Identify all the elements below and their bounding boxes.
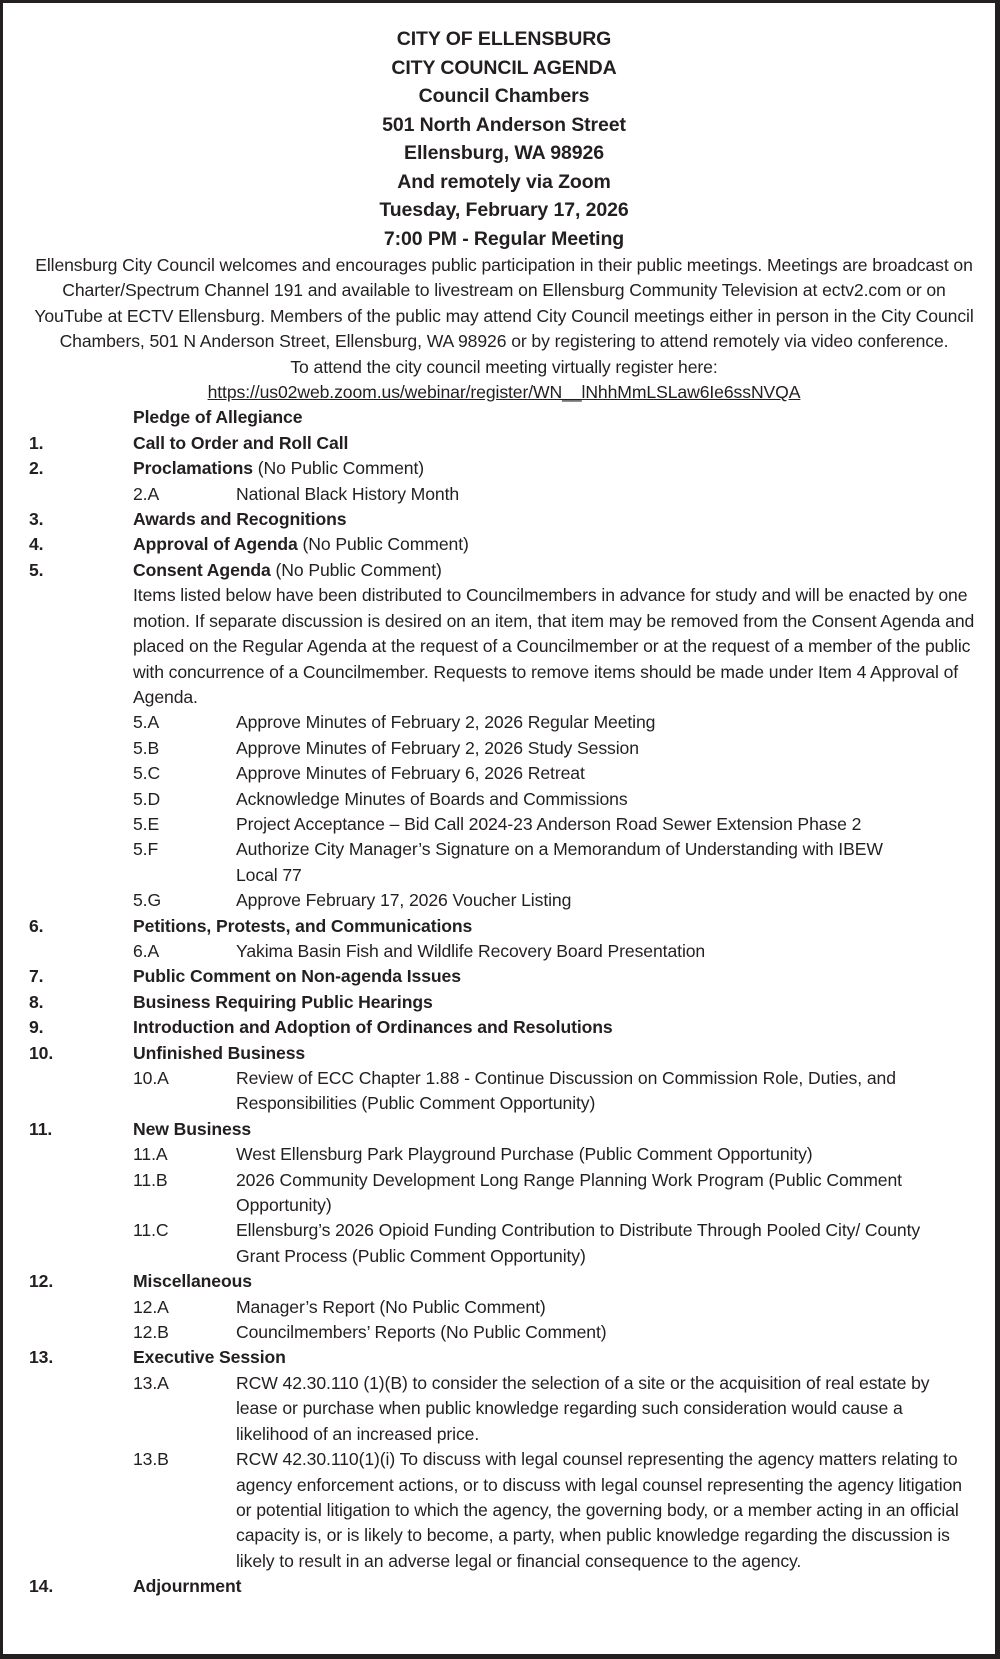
sub-item-code: 13.B (133, 1449, 169, 1470)
item-title: Consent Agenda (133, 559, 271, 580)
agenda-item-5 (29, 558, 979, 583)
agenda-item-2 (29, 456, 979, 481)
agenda-item-4 (29, 532, 979, 557)
public-participation-paragraph: Ellensburg City Council welcomes and encourages public participation in their public meetings. Meetings are broadcast on Charter/Spectrum Channel 191 and available to livestream on Ellensburg Community Television at ectv2.com or on YouTube at ECTV Ellensburg. Members of the public may attend City Council meetings either in person in the City Council Chambers, 501 N Anderson Street, Ellensburg, WA 98926 or by registering to attend remotely via video conference. (34, 255, 974, 352)
item-title: New Business (133, 1118, 252, 1139)
sub-item-5a (133, 710, 979, 735)
sub-item-code: 11.C (133, 1220, 169, 1241)
agenda-item-7 (29, 964, 979, 989)
sub-item-11b (133, 1168, 979, 1219)
item-note: (No Public Comment) (270, 559, 442, 580)
sub-item-text: RCW 42.30.110 (1)(B) to consider the selection of a site or the acquisition of real estate by lease or purchase when public knowledge regarding such consideration would cause a likelihood of an increased price. (236, 1372, 930, 1444)
item-title: Proclamations (133, 458, 253, 479)
agenda-item-8 (29, 990, 979, 1015)
sub-item-code: 2.A (133, 483, 160, 504)
sub-item-6a (133, 939, 979, 964)
agenda-item-3 (29, 507, 979, 532)
sub-item-text: Authorize City Manager’s Signature on a Memorandum of Understanding with IBEW Local 77 (236, 839, 883, 885)
agenda-item-9 (29, 1015, 979, 1040)
zoom-register-link[interactable]: https://us02web.zoom.us/webinar/register/WN__lNhhMmLSLaw6Ie6ssNVQA (207, 382, 801, 403)
item-number: 4. (29, 534, 44, 555)
document-title: CITY COUNCIL AGENDA (391, 56, 617, 79)
sub-item-text: West Ellensburg Park Playground Purchase (Public Comment Opportunity) (236, 1144, 813, 1165)
agenda-document (29, 23, 979, 1600)
item-number: 8. (29, 991, 44, 1012)
sub-item-text: RCW 42.30.110(1)(i) To discuss with legal counsel representing the agency matters relating to agency enforcement actions, or to discuss with legal counsel representing the agency litigation or potential litigation to which the agency, the governing body, or a member acting in an official capacity is, or is likely to become, a party, when public knowledge regarding the discussion is likely to result in an adverse legal or financial consequence to the agency. (236, 1449, 962, 1571)
item-number: 5. (29, 559, 44, 580)
agenda-item-11 (29, 1117, 979, 1142)
agenda-header (29, 25, 979, 253)
sub-item-text: Acknowledge Minutes of Boards and Commissions (236, 788, 628, 809)
sub-item-text: 2026 Community Development Long Range Planning Work Program (Public Comment Opportunity) (236, 1169, 902, 1216)
agenda-item-14 (29, 1574, 979, 1599)
item-title: Public Comment on Non-agenda Issues (133, 966, 461, 987)
sub-item-code: 11.A (133, 1144, 168, 1165)
item-title: Call to Order and Roll Call (133, 432, 349, 453)
sub-item-12a (133, 1295, 979, 1320)
item-number: 10. (29, 1042, 54, 1063)
pledge-title: Pledge of Allegiance (133, 407, 303, 428)
sub-item-text: Yakima Basin Fish and Wildlife Recovery Board Presentation (236, 940, 706, 961)
sub-item-code: 5.B (133, 737, 160, 758)
register-prompt: To attend the city council meeting virtually register here: (290, 356, 718, 377)
sub-item-10a (133, 1066, 979, 1117)
remote-note: And remotely via Zoom (397, 170, 611, 193)
sub-item-text: Manager’s Report (No Public Comment) (236, 1296, 546, 1317)
sub-item-text: National Black History Month (236, 483, 460, 504)
agenda-item-pledge (29, 405, 979, 430)
agenda-item-1 (29, 431, 979, 456)
sub-item-13b (133, 1447, 979, 1574)
item-number: 6. (29, 915, 44, 936)
sub-item-text: Councilmembers’ Reports (No Public Comment) (236, 1322, 607, 1343)
sub-item-5e (133, 812, 979, 837)
sub-item-code: 13.A (133, 1372, 169, 1393)
sub-item-code: 12.A (133, 1296, 169, 1317)
sub-item-code: 5.G (133, 890, 162, 911)
item-title: Business Requiring Public Hearings (133, 991, 433, 1012)
sub-item-text: Review of ECC Chapter 1.88 - Continue Discussion on Commission Role, Duties, and Responsibilities (Public Comment Opportunity) (236, 1068, 896, 1114)
item-number: 11. (29, 1118, 53, 1139)
item-title: Awards and Recognitions (133, 509, 347, 530)
meeting-time-type: 7:00 PM - Regular Meeting (383, 227, 625, 250)
street-address: 501 North Anderson Street (382, 113, 626, 136)
consent-agenda-explanation: Items listed below have been distributed to Councilmembers in advance for study and will be enacted by one motion. If separate discussion is desired on an item, that item may be removed from the Consent Agenda and placed on the Regular Agenda at the request of a Councilmember or at the request of a member of the public with concurrence of a Councilmember. Requests to remove items should be made under Item 4 Approval of Agenda. (133, 585, 975, 707)
item-note: (No Public Comment) (252, 458, 425, 479)
city-name: CITY OF ELLENSBURG (396, 28, 612, 50)
agenda-item-10 (29, 1041, 979, 1066)
item-number: 13. (29, 1347, 54, 1368)
sub-item-text: Approve Minutes of February 6, 2026 Retreat (236, 763, 585, 784)
agenda-item-6 (29, 914, 979, 939)
sub-item-5f (133, 837, 979, 888)
sub-item-text: Approve February 17, 2026 Voucher Listing (236, 890, 572, 911)
sub-item-11a (133, 1142, 979, 1167)
item-number: 9. (29, 1017, 44, 1038)
sub-item-11c (133, 1218, 979, 1269)
item-number: 3. (29, 509, 44, 530)
sub-item-code: 6.A (133, 940, 160, 961)
agenda-item-13 (29, 1345, 979, 1370)
sub-item-text: Project Acceptance – Bid Call 2024-23 Anderson Road Sewer Extension Phase 2 (236, 813, 862, 834)
sub-item-code: 10.A (133, 1068, 169, 1088)
item-number: 7. (29, 966, 44, 987)
venue: Council Chambers (418, 85, 590, 107)
item-number: 1. (29, 432, 44, 453)
sub-item-code: 5.A (133, 712, 160, 733)
city-state-zip: Ellensburg, WA 98926 (404, 142, 604, 164)
sub-item-text: Ellensburg’s 2026 Opioid Funding Contribution to Distribute Through Pooled City/ County Grant Process (Public Comment Opportunity) (236, 1220, 921, 1266)
item-title: Unfinished Business (133, 1042, 306, 1063)
item-title: Approval of Agenda (133, 534, 298, 555)
sub-item-5g (133, 888, 979, 913)
item-title: Executive Session (133, 1347, 286, 1368)
item-title: Miscellaneous (133, 1271, 252, 1292)
sub-item-text: Approve Minutes of February 2, 2026 Regular Meeting (236, 712, 656, 733)
intro-section (29, 253, 979, 405)
sub-item-12b (133, 1320, 979, 1345)
sub-item-5c (133, 761, 979, 786)
item-number: 2. (29, 458, 44, 479)
sub-item-code: 5.E (133, 813, 160, 834)
item-number: 14. (29, 1576, 54, 1597)
sub-item-code: 5.C (133, 763, 161, 784)
sub-item-5d (133, 787, 979, 812)
sub-item-code: 12.B (133, 1322, 169, 1343)
sub-item-code: 5.D (133, 788, 161, 809)
sub-item-13a (133, 1371, 979, 1447)
item-note: (No Public Comment) (297, 534, 469, 555)
sub-item-code: 5.F (133, 839, 159, 860)
meeting-date: Tuesday, February 17, 2026 (379, 199, 629, 221)
item-number: 12. (29, 1271, 54, 1292)
sub-item-code: 11.B (133, 1169, 168, 1190)
item-title: Adjournment (133, 1576, 242, 1597)
agenda-item-12 (29, 1269, 979, 1294)
item-title: Introduction and Adoption of Ordinances and Resolutions (133, 1017, 613, 1038)
item-title: Petitions, Protests, and Communications (133, 915, 473, 936)
sub-item-2a (133, 482, 979, 507)
sub-item-5b (133, 736, 979, 761)
sub-item-text: Approve Minutes of February 2, 2026 Study Session (236, 737, 639, 758)
